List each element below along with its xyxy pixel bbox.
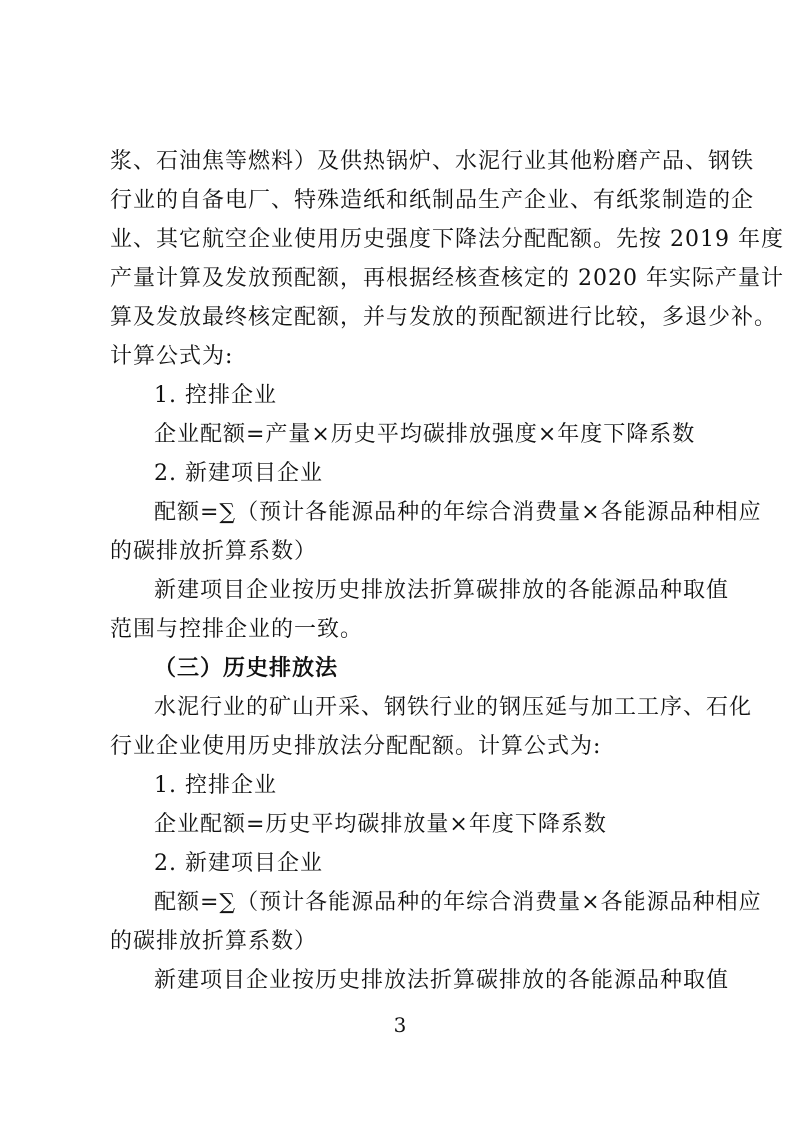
paragraph-line: 新建项目企业按历史排放法折算碳排放的各能源品种取值 [154, 968, 730, 993]
document-body [110, 142, 784, 1000]
list-item-control-enterprise: 1. 控排企业 [154, 773, 277, 798]
formula-line-continued: 的碳排放折算系数） [110, 929, 318, 954]
paragraph-line: 行业企业使用历史排放法分配配额。计算公式为: [110, 734, 602, 759]
list-item-new-project: 2. 新建项目企业 [154, 461, 323, 486]
list-item-new-project: 2. 新建项目企业 [154, 851, 323, 876]
paragraph-line: 新建项目企业按历史排放法折算碳排放的各能源品种取值 [154, 578, 730, 603]
paragraph-line: 浆、石油焦等燃料）及供热锅炉、水泥行业其他粉磨产品、钢铁 [110, 149, 755, 174]
paragraph-line: 算及发放最终核定配额，并与发放的预配额进行比较，多退少补。 [110, 305, 778, 330]
paragraph-line: 行业的自备电厂、特殊造纸和纸制品生产企业、有纸浆制造的企 [110, 188, 755, 213]
paragraph-line: 水泥行业的矿山开采、钢铁行业的钢压延与加工工序、石化 [154, 695, 753, 720]
page-number: 3 [393, 1013, 407, 1037]
paragraph-line: 业、其它航空企业使用历史强度下降法分配配额。先按 2019 年度 [110, 227, 784, 252]
formula-line: 配额=∑（预计各能源品种的年综合消费量×各能源品种相应 [154, 890, 762, 915]
section-heading: （三）历史排放法 [154, 656, 339, 681]
formula-line-continued: 的碳排放折算系数） [110, 539, 318, 564]
list-item-control-enterprise: 1. 控排企业 [154, 383, 277, 408]
formula-line: 企业配额=产量×历史平均碳排放强度×年度下降系数 [154, 422, 696, 447]
formula-line: 企业配额=历史平均碳排放量×年度下降系数 [154, 812, 607, 837]
paragraph-line: 计算公式为: [110, 344, 234, 369]
paragraph-line: 产量计算及发放预配额，再根据经核查核定的 2020 年实际产量计 [110, 266, 784, 291]
paragraph-line: 范围与控排企业的一致。 [110, 617, 364, 642]
formula-line: 配额=∑（预计各能源品种的年综合消费量×各能源品种相应 [154, 500, 762, 525]
